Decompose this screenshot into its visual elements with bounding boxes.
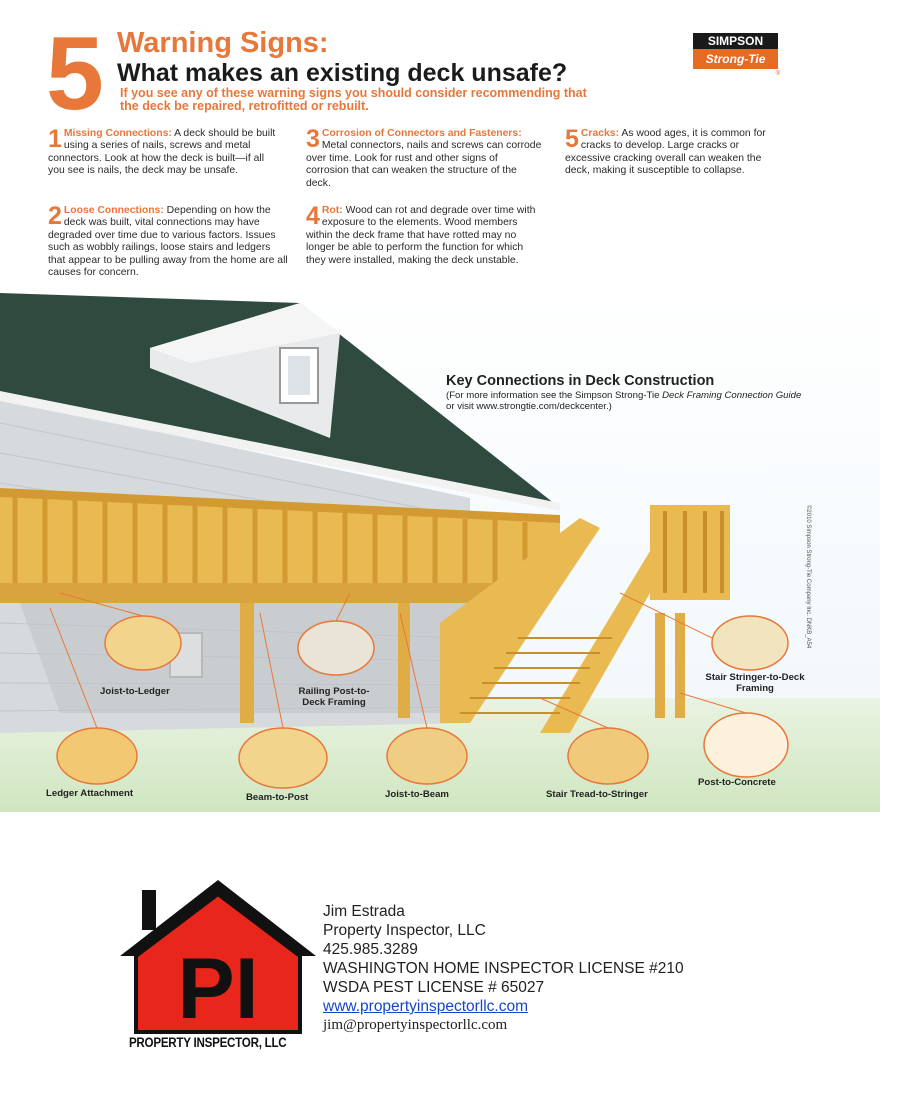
sign-number: 4 xyxy=(306,202,320,230)
contact-block xyxy=(323,902,684,1035)
sign-number: 2 xyxy=(48,202,62,230)
label-beam-to-post: Beam-to-Post xyxy=(246,792,309,803)
warning-sign-1 xyxy=(48,125,276,178)
contact-email[interactable]: jim@propertyinspectorllc.com xyxy=(323,1017,508,1033)
copyright-note: ©2010 Simpson Strong-Tie Company Inc. DNKB_A54 xyxy=(805,505,811,649)
sign-text: Wood can rot and degrade over time with exposure to the elements. Wood members within the deck frame that have rotted may no longer be able to perform the function for which they were installed, making the deck unstable. xyxy=(306,205,536,266)
deck-illustration xyxy=(0,293,880,812)
flyer-intro: If you see any of these warning signs you should consider recommending that the deck be repaired, retrofitted or rebuilt. xyxy=(120,86,587,113)
warning-sign-4 xyxy=(306,202,542,267)
contact-license-pest: WSDA PEST LICENSE # 65027 xyxy=(323,979,545,996)
label-stair-stringer: Stair Stringer-to-Deck Framing xyxy=(705,672,805,694)
sign-title: Missing Connections: xyxy=(63,128,172,139)
key-note-a: (For more information see the Simpson Strong-Tie xyxy=(446,390,663,401)
label-ledger-attachment: Ledger Attachment xyxy=(46,788,134,799)
property-inspector-logo xyxy=(118,878,318,1058)
pi-logo-letters: PI xyxy=(177,941,259,1037)
simpson-logo-bottom xyxy=(693,49,778,69)
sign-text: As wood ages, it is common for cracks to develop. Large cracks or excessive cracking overall can weaken the deck, making it susceptible to collapse. xyxy=(565,128,766,177)
sign-title: Cracks: xyxy=(580,128,620,139)
key-note-italic: Deck Framing Connection Guide xyxy=(662,390,802,401)
sign-text: A deck should be built using a series of nails, screws and metal connectors. Look at how the deck is built—if all you see is nails, the deck may be unsafe. xyxy=(48,128,276,177)
label-joist-to-ledger: Joist-to-Ledger xyxy=(100,686,170,697)
company-name: PROPERTY INSPECTOR, LLC xyxy=(128,1035,287,1050)
sign-title: Corrosion of Connectors and Fasteners: xyxy=(321,128,522,139)
sign-title: Rot: xyxy=(321,205,343,216)
website-link[interactable]: www.propertyinspectorllc.com xyxy=(323,998,529,1015)
simpson-logo xyxy=(693,33,778,75)
key-connections-note xyxy=(446,390,806,412)
contact-phone: 425.985.3289 xyxy=(323,941,418,958)
sign-text: Depending on how the deck was built, vital connections may have degraded over time due to various factors. Issues such as wobbly railings, loose stairs and ledgers that appear to be pulling away from the home are all causes for concern. xyxy=(48,205,288,279)
sign-number: 1 xyxy=(48,125,62,153)
contact-person: Jim Estrada xyxy=(323,903,405,920)
sign-text: Metal connectors, nails and screws can corrode over time. Look for rust and other signs of corrosion that can weaken the structure of the deck. xyxy=(306,140,542,189)
sign-number: 5 xyxy=(565,125,579,153)
flyer-title: Warning Signs: xyxy=(117,27,329,59)
contact-license-home: WASHINGTON HOME INSPECTOR LICENSE #210 xyxy=(323,960,684,977)
simpson-logo-strongtie: Strong-Tie xyxy=(705,52,766,66)
sign-number: 3 xyxy=(306,125,320,153)
key-note-b: or visit www.strongtie.com/deckcenter.) xyxy=(446,401,612,412)
warning-sign-5 xyxy=(565,125,787,178)
label-stair-tread: Stair Tread-to-Stringer xyxy=(546,789,648,800)
warning-sign-2 xyxy=(48,202,290,279)
label-post-to-concrete: Post-to-Concrete xyxy=(698,777,776,788)
simpson-logo-top: SIMPSON xyxy=(693,33,778,49)
big-number: 5 xyxy=(46,16,104,132)
warning-sign-3 xyxy=(306,125,542,190)
flyer-subtitle: What makes an existing deck unsafe? xyxy=(117,59,568,87)
sign-title: Loose Connections: xyxy=(63,205,164,216)
contact-company: Property Inspector, LLC xyxy=(323,922,486,939)
key-connections-heading: Key Connections in Deck Construction xyxy=(446,373,715,389)
label-railing-post: Railing Post-to-Deck Framing xyxy=(298,686,370,708)
registered-mark: ® xyxy=(775,71,780,77)
label-joist-to-beam: Joist-to-Beam xyxy=(385,789,449,800)
